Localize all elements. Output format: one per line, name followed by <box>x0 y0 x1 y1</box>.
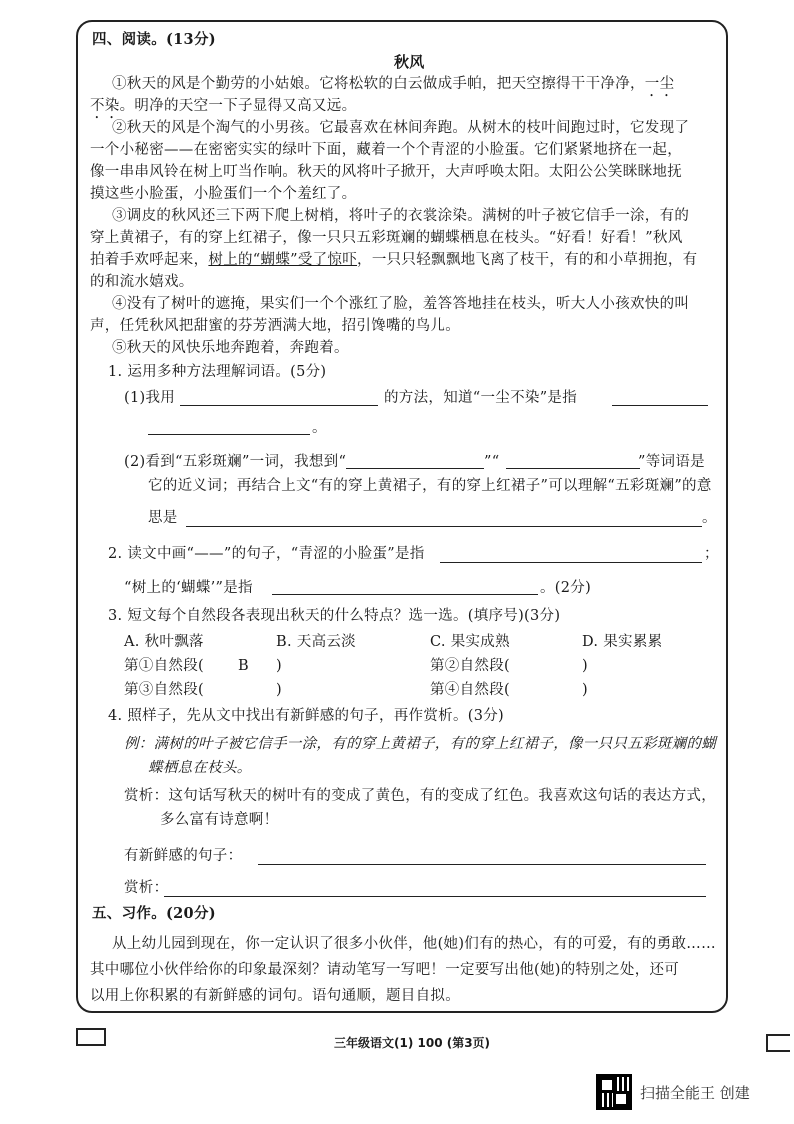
q1-meaning-blank-3[interactable] <box>186 526 702 527</box>
q1-part1-end: 。 <box>312 420 327 436</box>
section4-heading: 四、阅读。(13分) <box>92 31 216 48</box>
q1-part2-start: (2)看到“五彩斑斓”一词，我想到“ <box>124 454 347 470</box>
q4-fresh-sentence-label: 有新鲜感的句子： <box>124 848 243 864</box>
paragraph-5-line-1: ⑤秋天的风快乐地奔跑着，奔跑着。 <box>112 340 349 356</box>
q3-option-c: C. 果实成熟 <box>430 634 510 650</box>
paragraph-4-line-2: 声，任凭秋风把甜蜜的芬芳洒满大地，招引馋嘴的鸟儿。 <box>90 318 460 334</box>
qr-code-icon <box>596 1074 632 1110</box>
q3-row1-left-answer[interactable]: B <box>238 658 249 674</box>
q3-option-a: A. 秋叶飘落 <box>124 634 204 650</box>
paragraph-2-line-1: ②秋天的风是个淘气的小男孩。它最喜欢在林间奔跑。从树木的枝叶间跑过时，它发现了 <box>112 120 690 136</box>
q3-row1-left-close: ) <box>276 658 282 674</box>
page-corner-box-left <box>76 1028 106 1046</box>
q3-row2-right-close: ) <box>582 682 588 698</box>
paragraph-1-line-1: ①秋天的风是个勤劳的小姑娘。它将松软的白云做成手帕，把天空擦得干干净净，一尘 <box>112 76 675 92</box>
q4-example-line-2: 蝶栖息在枝头。 <box>148 760 252 776</box>
q3-row1-right-label: 第②自然段( <box>430 658 510 674</box>
q3-option-b: B. 天高云淡 <box>276 634 356 650</box>
q1-meaning-blank-2[interactable] <box>148 434 310 435</box>
q3-label: 3. 短文每个自然段各表现出秋天的什么特点？选一选。(填序号)(3分) <box>108 608 561 624</box>
q4-appreciation-line-1: 赏析：这句话写秋天的树叶有的变成了黄色，有的变成了红色。我喜欢这句话的表达方式， <box>124 788 716 804</box>
underlined-sentence: 树上的“蝴蝶”受了惊吓 <box>208 252 358 268</box>
q2-blank-1[interactable] <box>440 562 702 563</box>
q4-label: 4. 照样子，先从文中找出有新鲜感的句子，再作赏析。(3分) <box>108 708 504 724</box>
q1-label: 1. 运用多种方法理解词语。(5分) <box>108 364 327 380</box>
q2-line1-end: ； <box>704 546 719 562</box>
paragraph-3-line-2: 穿上黄裙子，有的穿上红裙子，像一只只五彩斑斓的蝴蝶栖息在枝头。“好看！好看！”秋风 <box>90 230 683 246</box>
q4-example-line-1: 例：满树的叶子被它信手一涂，有的穿上黄裙子，有的穿上红裙子，像一只只五彩斑斓的蝴 <box>124 736 716 752</box>
q1-meaning-blank-1[interactable] <box>612 405 708 406</box>
q4-appreciation-line-2: 多么富有诗意啊！ <box>160 812 279 828</box>
q4-fresh-sentence-blank[interactable] <box>258 864 706 865</box>
paragraph-2-line-4: 摸这些小脸蛋，小脸蛋们一个个羞红了。 <box>90 186 357 202</box>
section5-line-2: 其中哪位小伙伴给你的印象最深刻？请动笔写一写吧！一定要写出他(她)的特别之处，还可 <box>90 962 680 978</box>
q3-row1-right-close: ) <box>582 658 588 674</box>
q3-row2-right-label: 第④自然段( <box>430 682 510 698</box>
section5-heading: 五、习作。(20分) <box>92 905 216 922</box>
q2-line2: “树上的‘蝴蝶’”是指 <box>124 580 253 596</box>
q1-synonym-blank-2[interactable] <box>506 468 640 469</box>
q1-part2-line2: 它的近义词；再结合上文“有的穿上黄裙子，有的穿上红裙子”可以理解“五彩斑斓”的意 <box>148 478 712 494</box>
q4-analysis-blank[interactable] <box>164 896 706 897</box>
q1-synonym-blank-1[interactable] <box>346 468 484 469</box>
q1-method-blank[interactable] <box>180 405 378 406</box>
paragraph-2-line-2: 一个小秘密——在密密实实的绿叶下面，藏着一个个青涩的小脸蛋。它们紧紧地挤在一起， <box>90 142 682 158</box>
section5-line-3: 以用上你积累的有新鲜感的词句。语句通顺，题目自拟。 <box>90 988 460 1004</box>
paragraph-2-line-3: 像一串串风铃在树上叮当作响。秋天的风将叶子掀开，大声呼唤太阳。太阳公公笑眯眯地抚 <box>90 164 682 180</box>
q1-part1-start: (1)我用 <box>124 390 176 406</box>
q2-blank-2[interactable] <box>272 594 538 595</box>
q1-part2-line3: 思是 <box>148 510 178 526</box>
scanner-brand-text: 扫描全能王 创建 <box>640 1084 750 1102</box>
page-corner-box-right <box>766 1034 790 1052</box>
q1-part2-middle: ”“ <box>484 454 500 470</box>
section5-line-1: 从上幼儿园到现在，你一定认识了很多小伙伴，他(她)们有的热心，有的可爱，有的勇敢…… <box>112 936 716 952</box>
paragraph-1-line-2: 不染。明净的天空一下子显得又高又远。 <box>90 98 357 114</box>
article-title: 秋风 <box>394 53 425 71</box>
q4-analysis-label: 赏析： <box>124 880 169 896</box>
q2-line1: 2. 读文中画“——”的句子，“青涩的小脸蛋”是指 <box>108 546 425 562</box>
paragraph-3-line-3: 拍着手欢呼起来，树上的“蝴蝶”受了惊吓，一只只轻飘飘地飞离了枝干，有的和小草拥抱，有 <box>90 252 698 268</box>
q3-row2-left-close: ) <box>276 682 282 698</box>
page-number-label: 三年级语文(1) 100 (第3页) <box>334 1036 491 1050</box>
q1-part1-middle: 的方法，知道“一尘不染”是指 <box>384 390 578 406</box>
q3-option-d: D. 果实累累 <box>582 634 663 650</box>
q3-row2-left-label: 第③自然段( <box>124 682 204 698</box>
q1-part2-end-text: ”等词语是 <box>638 454 705 470</box>
q2-line2-end: 。(2分) <box>540 580 592 596</box>
paragraph-3-line-4: 的和流水嬉戏。 <box>90 274 194 290</box>
q1-part2-end: 。 <box>702 510 717 526</box>
q3-row1-left-label: 第①自然段( <box>124 658 204 674</box>
paragraph-3-line-1: ③调皮的秋风还三下两下爬上树梢，将叶子的衣裳涂染。满树的叶子被它信手一涂，有的 <box>112 208 690 224</box>
paragraph-4-line-1: ④没有了树叶的遮掩，果实们一个个涨红了脸，羞答答地挂在枝头，听大人小孩欢快的叫 <box>112 296 690 312</box>
